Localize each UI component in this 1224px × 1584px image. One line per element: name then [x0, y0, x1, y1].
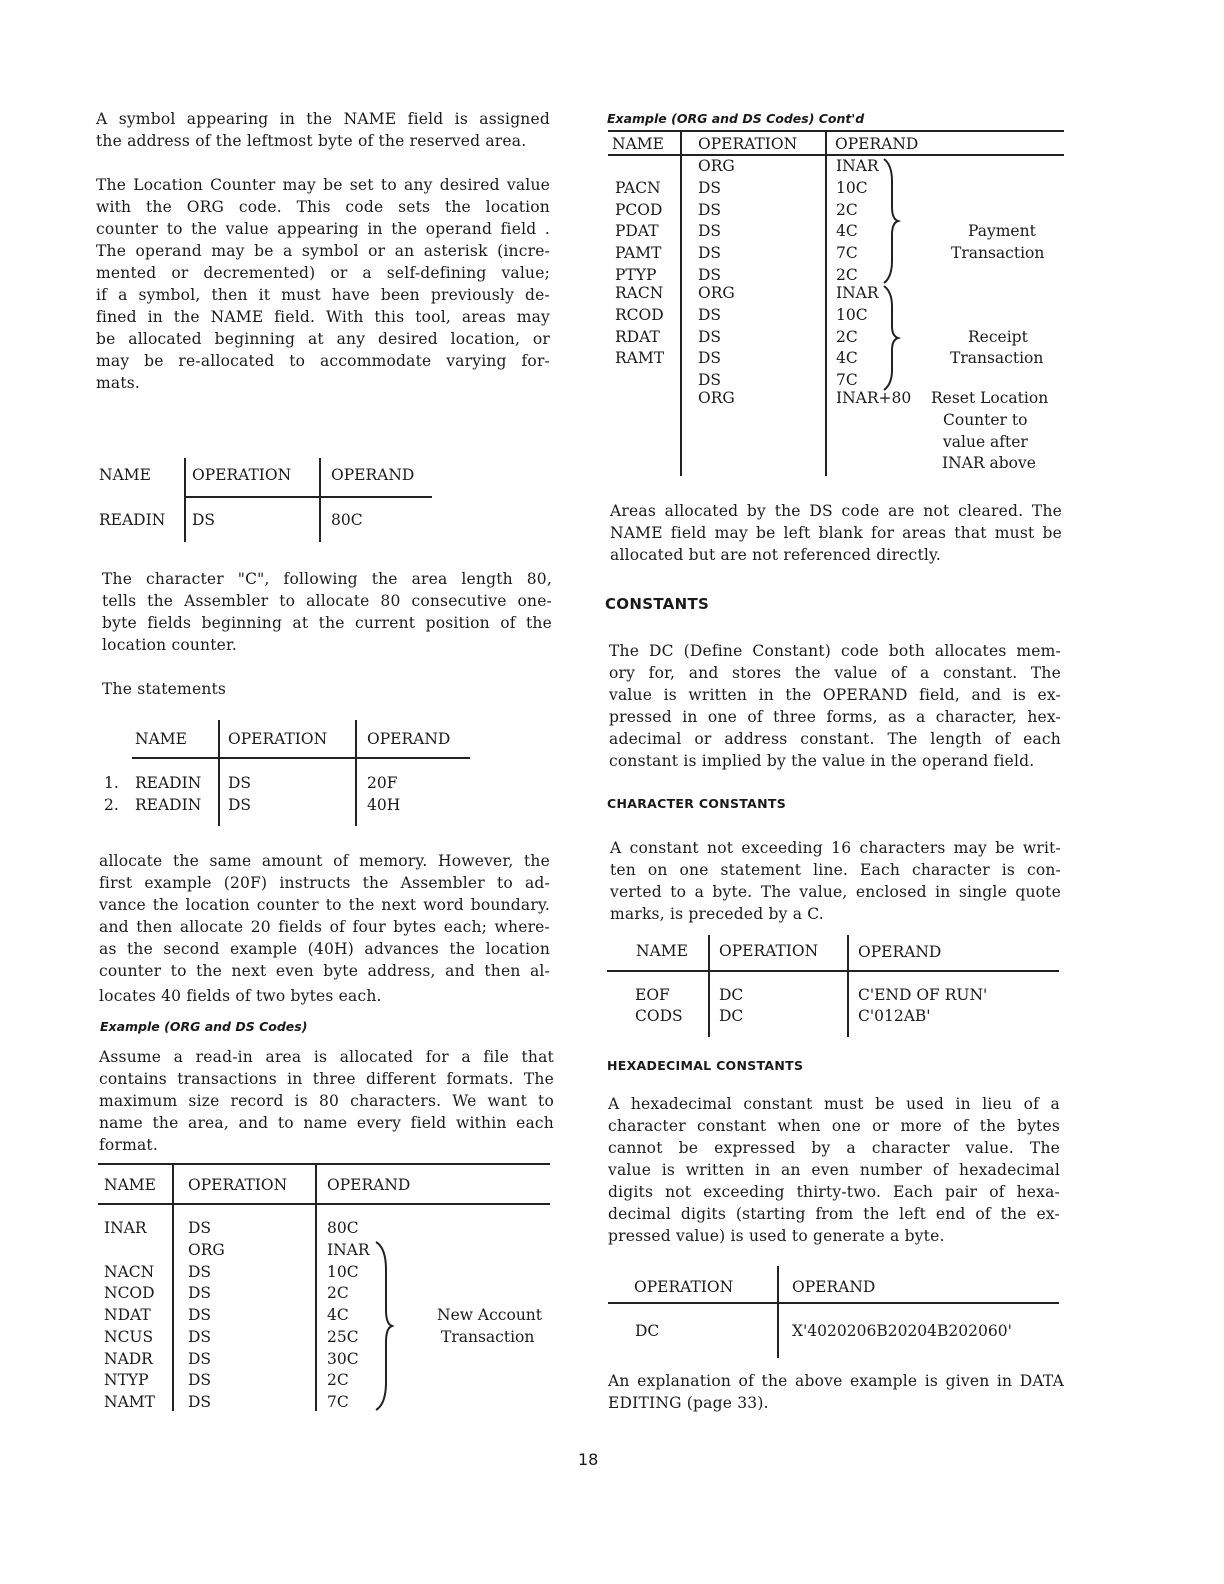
table-rule	[98, 1163, 550, 1165]
table-cell: C'012AB'	[858, 1007, 931, 1025]
table-header-operand: OPERAND	[858, 943, 942, 961]
receipt-note: Receipt	[968, 328, 1028, 346]
table-cell: ORG	[698, 389, 735, 407]
text-line: value is written in an even number of hexadecimal	[608, 1161, 1060, 1179]
text-line: pressed in one of three forms, as a character, hex-	[609, 708, 1061, 726]
table-header-operand: OPERAND	[835, 135, 919, 153]
new-account-note: Transaction	[441, 1328, 535, 1346]
table-cell: DS	[698, 244, 722, 262]
text-line: The DC (Define Constant) code both allocates mem-	[609, 642, 1061, 660]
table-divider	[680, 132, 682, 476]
brace-icon	[880, 284, 902, 392]
table-cell: NAMT	[104, 1393, 155, 1411]
table-header-name: NAME	[104, 1176, 156, 1194]
table-header-operation: OPERATION	[228, 730, 328, 748]
table-cell: 2C	[836, 328, 858, 346]
table-cell: RCOD	[615, 306, 664, 324]
constants-paragraph	[609, 640, 1061, 772]
text-line: adecimal or address constant. The length of each	[609, 730, 1061, 748]
table-cell: DS	[228, 796, 252, 814]
table-rule	[608, 1302, 1059, 1304]
table-cell: 2C	[836, 266, 858, 284]
text-line: A constant not exceeding 16 characters may be writ-	[610, 839, 1061, 857]
table-cell: PACN	[615, 179, 661, 197]
text-line: digits not exceeding thirty-two. Each pair of hexa-	[608, 1183, 1060, 1201]
table-cell: DS	[188, 1284, 212, 1302]
table-cell: 4C	[327, 1306, 349, 1324]
text-line: character constant when one or more of the bytes	[608, 1117, 1060, 1135]
payment-note: Transaction	[951, 244, 1045, 262]
text-line: cannot be expressed by a character value. The	[608, 1139, 1060, 1157]
hexadecimal-paragraph	[608, 1093, 1060, 1247]
table-divider	[777, 1266, 779, 1358]
text-line: constant is implied by the value in the operand field.	[609, 752, 1035, 770]
table-divider	[184, 458, 186, 542]
table-cell: DS	[698, 371, 722, 389]
receipt-note: Transaction	[950, 349, 1044, 367]
reset-note: INAR above	[942, 454, 1036, 472]
table-divider	[218, 720, 220, 826]
text-line: counter to the value appearing in the operand field .	[96, 220, 550, 238]
table-cell: DS	[188, 1328, 212, 1346]
table-cell: NACN	[104, 1263, 155, 1281]
table-cell: 30C	[327, 1350, 359, 1368]
statements-label: The statements	[102, 680, 227, 698]
text-line: NAME field may be left blank for areas that must be	[610, 524, 1062, 542]
table-rule	[132, 757, 470, 759]
text-line: name the area, and to name every field within each	[99, 1114, 554, 1132]
text-line: verted to a byte. The value, enclosed in single quote	[610, 883, 1061, 901]
table-rule	[607, 970, 1059, 972]
table-cell: 80C	[331, 511, 363, 529]
table-cell: 7C	[836, 371, 858, 389]
table-cell: CODS	[635, 1007, 683, 1025]
table-header-operand: OPERAND	[792, 1278, 876, 1296]
table-header-operand: OPERAND	[331, 466, 415, 484]
text-line: locates 40 fields of two bytes each.	[99, 987, 382, 1005]
table-cell: READIN	[99, 511, 166, 529]
table-cell: INAR	[104, 1219, 147, 1237]
areas-paragraph	[610, 500, 1062, 566]
table-cell: 40H	[367, 796, 401, 814]
text-line: the address of the leftmost byte of the reserved area.	[96, 132, 527, 150]
table-header-operation: OPERATION	[719, 942, 819, 960]
table-cell: X'4020206B20204B202060'	[792, 1322, 1012, 1340]
table-header-operand: OPERAND	[327, 1176, 411, 1194]
table-cell: 20F	[367, 774, 398, 792]
table-cell: RDAT	[615, 328, 660, 346]
table-header-name: NAME	[636, 942, 688, 960]
table-cell: ORG	[698, 284, 735, 302]
text-line: mats.	[96, 374, 141, 392]
table-cell: DS	[698, 328, 722, 346]
location-counter-paragraph	[96, 174, 550, 394]
table-cell: DS	[188, 1350, 212, 1368]
table-cell: 10C	[327, 1263, 359, 1281]
table-cell: DS	[698, 222, 722, 240]
text-line: first example (20F) instructs the Assembler to ad-	[99, 874, 550, 892]
page-number: 18	[578, 1450, 599, 1469]
new-account-note: New Account	[437, 1306, 543, 1324]
character-c-paragraph	[102, 568, 552, 656]
text-line: An explanation of the above example is given in DATA	[608, 1372, 1064, 1390]
text-line: counter to the next even byte address, and then al-	[99, 962, 550, 980]
table-header-name: NAME	[612, 135, 664, 153]
table-divider	[315, 1165, 317, 1411]
text-line: and then allocate 20 fields of four bytes each; where-	[99, 918, 550, 936]
brace-icon	[372, 1240, 394, 1412]
table-cell: PDAT	[615, 222, 659, 240]
text-line: ten on one statement line. Each character is con-	[610, 861, 1061, 879]
table-cell: PAMT	[615, 244, 662, 262]
explanation-paragraph	[608, 1370, 1064, 1414]
hexadecimal-constants-heading: HEXADECIMAL CONSTANTS	[607, 1058, 804, 1073]
table-cell: READIN	[135, 774, 202, 792]
table-cell: DS	[698, 179, 722, 197]
text-line: The character "C", following the area length 80,	[102, 570, 552, 588]
text-line: if a symbol, then it must have been previously de-	[96, 286, 550, 304]
table-header-operand: OPERAND	[367, 730, 451, 748]
text-line: tells the Assembler to allocate 80 consecutive one-	[102, 592, 552, 610]
table-header-operation: OPERATION	[188, 1176, 288, 1194]
example-caption: Example (ORG and DS Codes)	[100, 1019, 308, 1034]
table-cell: DS	[188, 1393, 212, 1411]
text-line: EDITING (page 33).	[608, 1394, 769, 1412]
table-divider	[847, 935, 849, 1037]
table-cell: DS	[188, 1263, 212, 1281]
table-cell: DS	[188, 1219, 212, 1237]
table-cell: ORG	[188, 1241, 225, 1259]
table-cell: RACN	[615, 284, 664, 302]
text-line: be allocated beginning at any desired location, or	[96, 330, 550, 348]
table-cell: DS	[698, 266, 722, 284]
text-line: The operand may be a symbol or an asterisk (incre-	[96, 242, 550, 260]
text-line: A symbol appearing in the NAME field is assigned	[96, 110, 550, 128]
table-header-operation: OPERATION	[192, 466, 292, 484]
text-line: as the second example (40H) advances the location	[99, 940, 550, 958]
table-cell: NCUS	[104, 1328, 154, 1346]
text-line: ory for, and stores the value of a constant. The	[609, 664, 1061, 682]
table-cell: DS	[698, 306, 722, 324]
text-line: marks, is preceded by a C.	[610, 905, 824, 923]
table-cell: 7C	[327, 1393, 349, 1411]
brace-icon	[880, 157, 902, 285]
text-line: may be re-allocated to accommodate varying for-	[96, 352, 550, 370]
table-cell: DS	[192, 511, 216, 529]
table-cell: 2C	[327, 1371, 349, 1389]
text-line: location counter.	[102, 636, 238, 654]
reset-note: Counter to	[943, 411, 1028, 429]
left-intro-paragraph	[96, 108, 550, 152]
table-cell: 2C	[836, 201, 858, 219]
table-cell: NADR	[104, 1350, 153, 1368]
table-cell: DC	[719, 1007, 744, 1025]
table-cell: PCOD	[615, 201, 663, 219]
text-line: allocate the same amount of memory. However, the	[99, 852, 550, 870]
table-header-operation: OPERATION	[634, 1278, 734, 1296]
table-header-name: NAME	[135, 730, 187, 748]
table-cell: INAR	[836, 157, 879, 175]
table-divider	[319, 458, 321, 542]
character-constants-paragraph	[610, 837, 1061, 925]
table-cell: C'END OF RUN'	[858, 986, 988, 1004]
payment-note: Payment	[968, 222, 1036, 240]
text-line: mented or decremented) or a self-defining value;	[96, 264, 550, 282]
text-line: pressed value) is used to generate a byte.	[608, 1227, 945, 1245]
table-cell: DC	[719, 986, 744, 1004]
table-cell: DS	[188, 1306, 212, 1324]
table-cell: DS	[188, 1371, 212, 1389]
table-cell: EOF	[635, 986, 670, 1004]
table-rule	[184, 496, 432, 498]
table-cell: READIN	[135, 796, 202, 814]
text-line: fined in the NAME field. With this tool, areas may	[96, 308, 550, 326]
contd-caption: Example (ORG and DS Codes) Cont'd	[607, 111, 865, 126]
text-line: vance the location counter to the next word boundary.	[99, 896, 550, 914]
table-cell: 4C	[836, 222, 858, 240]
table-cell: DS	[228, 774, 252, 792]
text-line: decimal digits (starting from the left end of the ex-	[608, 1205, 1060, 1223]
table-divider	[825, 132, 827, 476]
text-line: value is written in the OPERAND field, and is ex-	[609, 686, 1061, 704]
table-cell: 10C	[836, 306, 868, 324]
constants-heading: CONSTANTS	[605, 595, 710, 613]
table-cell: 2C	[327, 1284, 349, 1302]
text-line: format.	[99, 1136, 158, 1154]
table-cell: 7C	[836, 244, 858, 262]
table-rule	[608, 130, 1064, 132]
table-cell: NDAT	[104, 1306, 151, 1324]
table-cell: INAR	[836, 284, 879, 302]
table-cell: DS	[698, 349, 722, 367]
table-cell: PTYP	[615, 266, 657, 284]
table-header-name: NAME	[99, 466, 151, 484]
reset-note: Reset Location	[931, 389, 1049, 407]
table-cell: 10C	[836, 179, 868, 197]
example-paragraph	[99, 1046, 554, 1156]
table-rule	[98, 1203, 550, 1205]
reset-note: value after	[943, 433, 1028, 451]
text-line: A hexadecimal constant must be used in lieu of a	[608, 1095, 1060, 1113]
table-divider	[355, 720, 357, 826]
table-header-operation: OPERATION	[698, 135, 798, 153]
row-number: 2.	[104, 796, 119, 814]
text-line: Assume a read-in area is allocated for a file that	[99, 1048, 554, 1066]
text-line: contains transactions in three different formats. The	[99, 1070, 554, 1088]
text-line: allocated but are not referenced directly.	[610, 546, 942, 564]
table-cell: 80C	[327, 1219, 359, 1237]
table-divider	[172, 1165, 174, 1411]
table-cell: ORG	[698, 157, 735, 175]
allocate-paragraph	[99, 850, 550, 1007]
text-line: with the ORG code. This code sets the location	[96, 198, 550, 216]
table-cell: 25C	[327, 1328, 359, 1346]
text-line: The Location Counter may be set to any desired value	[96, 176, 550, 194]
table-cell: INAR+80	[836, 389, 912, 407]
text-line: maximum size record is 80 characters. We want to	[99, 1092, 554, 1110]
table-divider	[708, 935, 710, 1037]
table-cell: INAR	[327, 1241, 370, 1259]
table-cell: 4C	[836, 349, 858, 367]
text-line: byte fields beginning at the current position of the	[102, 614, 552, 632]
character-constants-heading: CHARACTER CONSTANTS	[607, 796, 787, 811]
table-cell: RAMT	[615, 349, 665, 367]
table-cell: NTYP	[104, 1371, 149, 1389]
table-cell: DS	[698, 201, 722, 219]
row-number: 1.	[104, 774, 119, 792]
text-line: Areas allocated by the DS code are not cleared. The	[610, 502, 1062, 520]
table-cell: NCOD	[104, 1284, 155, 1302]
table-cell: DC	[635, 1322, 660, 1340]
